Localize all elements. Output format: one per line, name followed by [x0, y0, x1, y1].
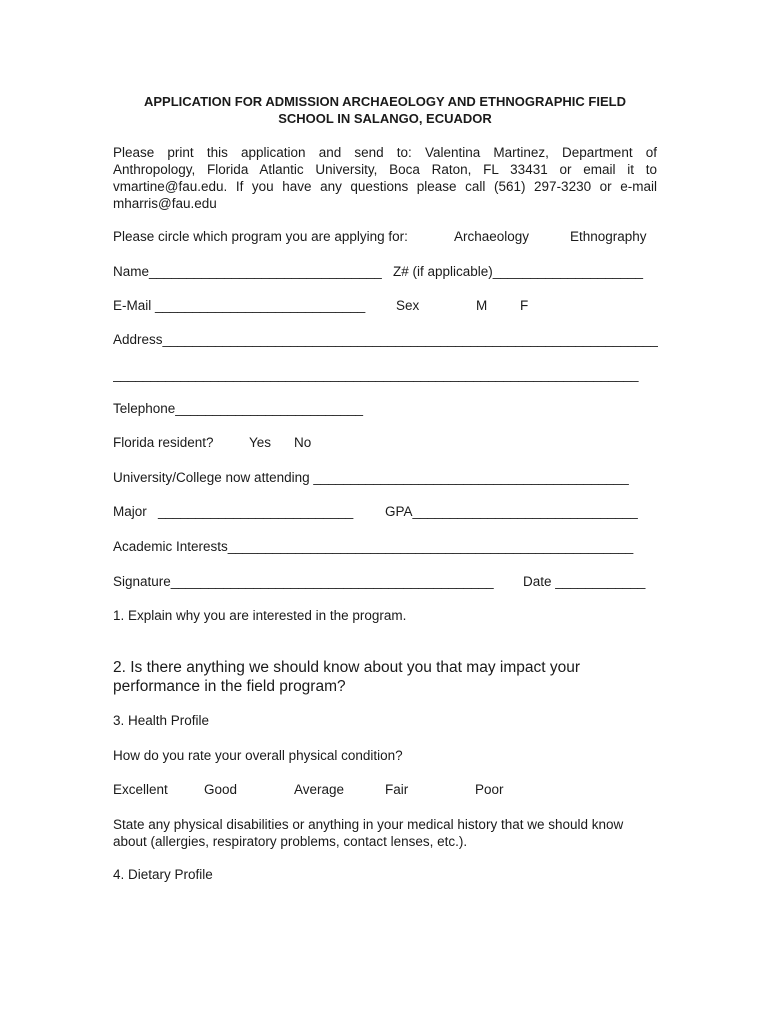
email-field[interactable]: E-Mail ____________________________	[113, 298, 366, 313]
znumber-field[interactable]: Z# (if applicable)____________________	[393, 264, 643, 279]
intro-line2: Anthropology, Florida Atlantic University, Boca Raton, FL 33431 or email it to	[113, 162, 657, 177]
question-4-heading: 4. Dietary Profile	[113, 867, 213, 882]
intro-line3: vmartine@fau.edu. If you have any questions please call (561) 297-3230 or e-mail	[113, 179, 657, 194]
university-field[interactable]: University/College now attending __________________________________________	[113, 470, 629, 485]
signature-field[interactable]: Signature___________________________________________	[113, 574, 494, 589]
rating-option-average[interactable]: Average	[294, 782, 345, 797]
name-field[interactable]: Name_______________________________	[113, 264, 382, 279]
intro-line1: Please print this application and send to: Valentina Martinez, Department of	[113, 145, 657, 160]
date-field[interactable]: Date ____________	[523, 574, 646, 589]
resident-option-no[interactable]: No	[294, 435, 312, 450]
academic-interests-field[interactable]: Academic Interests______________________________________________________	[113, 539, 634, 554]
sex-option-f[interactable]: F	[520, 298, 529, 313]
sex-option-m[interactable]: M	[476, 298, 488, 313]
gpa-field[interactable]: GPA______________________________	[385, 504, 638, 519]
rating-option-poor[interactable]: Poor	[475, 782, 504, 797]
disabilities-question-line1: State any physical disabilities or anything in your medical history that we should know	[113, 817, 624, 832]
form-title-line1: APPLICATION FOR ADMISSION ARCHAEOLOGY AND ETHNOGRAPHIC FIELD	[144, 94, 626, 109]
question-2-line2: performance in the field program?	[113, 678, 346, 695]
physical-condition-question: How do you rate your overall physical condition?	[113, 748, 403, 763]
rating-option-excellent[interactable]: Excellent	[113, 782, 168, 797]
resident-option-yes[interactable]: Yes	[249, 435, 272, 450]
question-2-line1: 2. Is there anything we should know about you that may impact your	[113, 659, 580, 676]
intro-line4: mharris@fau.edu	[113, 196, 217, 211]
program-option-archaeology[interactable]: Archaeology	[454, 229, 530, 244]
rating-option-good[interactable]: Good	[204, 782, 238, 797]
sex-label: Sex	[396, 298, 420, 313]
address-field-line2[interactable]: ______________________________________________________________________	[113, 367, 639, 382]
form-title-line2: SCHOOL IN SALANGO, ECUADOR	[278, 111, 492, 126]
address-field[interactable]: Address__________________________________________________________________	[113, 332, 658, 347]
telephone-field[interactable]: Telephone_________________________	[113, 401, 364, 416]
rating-option-fair[interactable]: Fair	[385, 782, 409, 797]
question-1: 1. Explain why you are interested in the program.	[113, 608, 407, 623]
program-option-ethnography[interactable]: Ethnography	[570, 229, 647, 244]
program-prompt: Please circle which program you are applying for:	[113, 229, 408, 244]
major-field[interactable]: Major __________________________	[113, 504, 354, 519]
question-3-heading: 3. Health Profile	[113, 713, 210, 728]
disabilities-question-line2: about (allergies, respiratory problems, contact lenses, etc.).	[113, 834, 468, 849]
florida-resident-label: Florida resident?	[113, 435, 214, 450]
